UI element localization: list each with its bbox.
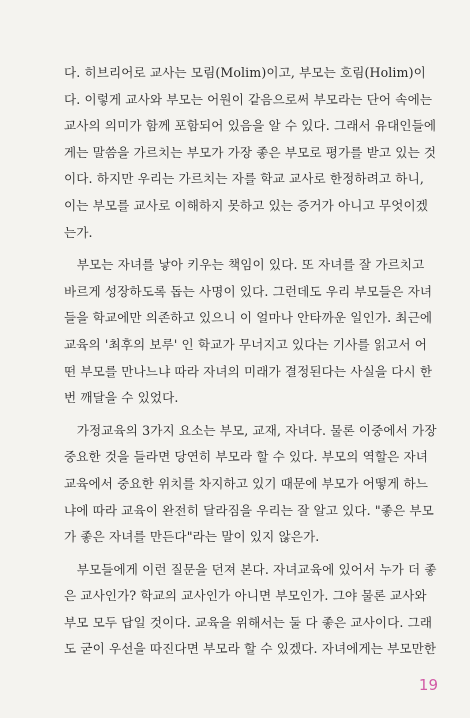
paragraph: [64, 252, 438, 412]
text-line: 는가.: [64, 224, 93, 240]
text-line: 바르게 성장하도록 돕는 사명이 있다. 그런데도 우리 부모들은 자녀: [64, 283, 433, 299]
text-line: 떤 부모를 만나느냐 따라 자녀의 미래가 결정된다는 사실을 다시 한: [64, 363, 433, 379]
text-line: 다. 히브리어로 교사는 모림(Molim)이고, 부모는 호림(Holim)이: [64, 65, 426, 80]
paragraph: [64, 557, 438, 663]
text-line: 중요한 것을 들라면 당연히 부모라 할 수 있다. 부모의 역할은 자녀: [64, 449, 429, 465]
text-line: 은 교사인가? 학교의 교사인가 아니면 부모인가. 그야 물론 교사와: [64, 588, 427, 604]
text-line: 다. 이렇게 교사와 부모는 어원이 같음으로써 부모라는 단어 속에는: [64, 91, 433, 107]
text-line: 이다. 하지만 우리는 가르치는 자를 학교 교사로 한정하려고 하니,: [64, 171, 424, 187]
text-line: 교육의 '최후의 보루' 인 학교가 무너지고 있다는 기사를 읽고서 어: [64, 336, 427, 352]
text-line: 번 깨달을 수 있었다.: [64, 390, 179, 406]
text-line: 가정교육의 3가지 요소는 부모, 교재, 자녀다. 물론 이중에서 가장: [64, 422, 437, 438]
text-line: 도 굳이 우선을 따진다면 부모라 할 수 있겠다. 자녀에게는 부모만한: [64, 641, 437, 657]
paragraph: [64, 418, 438, 551]
text-line: 게는 말씀을 가르치는 부모가 가장 좋은 부모로 평가를 받고 있는 것: [64, 144, 437, 160]
text-line: 이는 부모를 교사로 이해하지 못하고 있는 증거가 아니고 무엇이겠: [64, 197, 428, 213]
text-line: 교육에서 중요한 위치를 차지하고 있기 때문에 부모가 어떻게 하느: [64, 475, 428, 491]
paragraph: [64, 60, 438, 246]
text-line: 부모 모두 답일 것이다. 교육을 위해서는 둘 다 좋은 교사이다. 그래: [64, 614, 433, 630]
text-line: 부모들에게 이런 질문을 던져 본다. 자녀교육에 있어서 누가 더 좋: [64, 561, 437, 577]
text-line: 냐에 따라 교육이 완전히 달라짐을 우리는 잘 알고 있다. "좋은 부모: [64, 502, 434, 518]
book-page-body: [64, 60, 438, 663]
page-number: 19: [418, 676, 438, 694]
text-line: 들을 학교에만 의존하고 있으니 이 얼마나 안타까운 일인가. 최근에: [64, 310, 433, 326]
text-line: 가 좋은 자녀를 만든다"라는 말이 있지 않은가.: [64, 529, 320, 545]
text-line: 교사의 의미가 함께 포함되어 있음을 알 수 있다. 그래서 유대인들에: [64, 118, 437, 134]
text-line: 부모는 자녀를 낳아 키우는 책임이 있다. 또 자녀를 잘 가르치고: [64, 257, 425, 273]
